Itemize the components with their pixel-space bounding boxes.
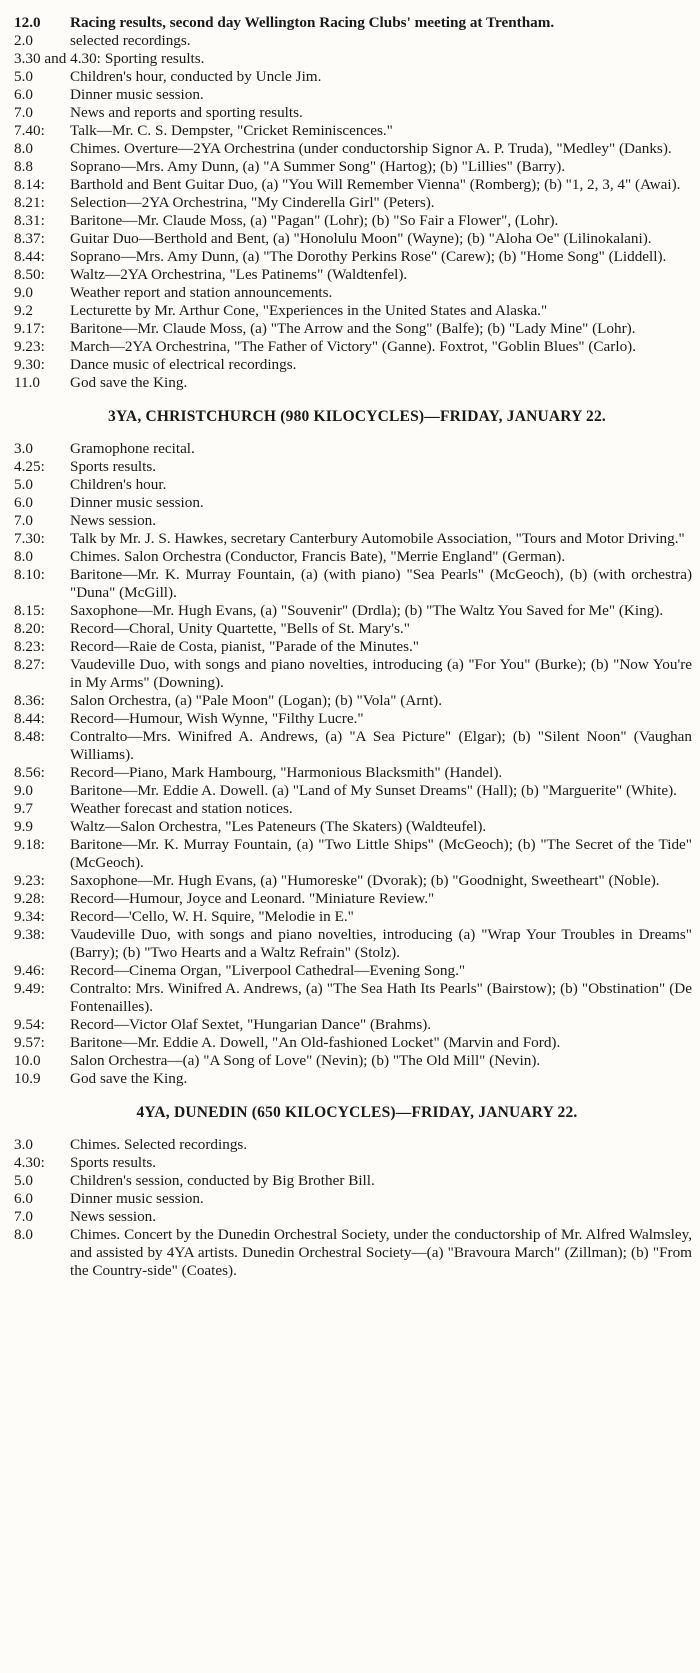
- entry-description: Children's hour.: [70, 476, 167, 493]
- entry-time: 8.15:: [14, 602, 45, 619]
- entry-description: News session.: [70, 1208, 157, 1225]
- programme-entry: [14, 1052, 692, 1070]
- entry-time: 8.27:: [14, 656, 45, 673]
- entry-description: Vaudeville Duo, with songs and piano novelties, introducing (a) "Wrap Your Troubles in Dreams" (Barry); (b) "Two Hearts and a Waltz Refrain" (Stolz).: [70, 926, 692, 961]
- programme-entry: [14, 458, 692, 476]
- entry-time: 9.49:: [14, 980, 45, 997]
- entry-time: 8.44:: [14, 248, 45, 265]
- entry-time: 11.0: [14, 374, 41, 391]
- section-3ya-programme: [0, 440, 700, 1088]
- programme-entry: [14, 962, 692, 980]
- programme-entry: [14, 50, 692, 68]
- entry-description: Talk—Mr. C. S. Dempster, "Cricket Reminiscences.": [70, 122, 393, 139]
- programme-entry: [14, 1172, 692, 1190]
- entry-description: Record—'Cello, W. H. Squire, "Melodie in E.": [70, 908, 354, 925]
- programme-entry: [14, 800, 692, 818]
- entry-time: 10.0: [14, 1052, 41, 1069]
- programme-entry: [14, 284, 692, 302]
- entry-description: Sports results.: [70, 1154, 157, 1171]
- programme-entry: [14, 140, 692, 158]
- entry-time: 9.0: [14, 284, 33, 301]
- entry-time: 6.0: [14, 86, 33, 103]
- programme-entry: [14, 980, 692, 1016]
- entry-description: Contralto—Mrs. Winifred A. Andrews, (a) "A Sea Picture" (Elgar); (b) "Silent Noon" (Vaughan Williams).: [70, 728, 692, 763]
- programme-entry: [14, 566, 692, 602]
- entry-time: 6.0: [14, 494, 33, 511]
- entry-time: 9.17:: [14, 320, 45, 337]
- entry-time: 4.25:: [14, 458, 45, 475]
- programme-entry: [14, 602, 692, 620]
- entry-time: 9.28:: [14, 890, 45, 907]
- programme-entry: [14, 1208, 692, 1226]
- entry-description: Chimes. Salon Orchestra (Conductor, Francis Bate), "Merrie England" (German).: [70, 548, 566, 565]
- programme-entry: [14, 248, 692, 266]
- entry-time: 7.40:: [14, 122, 45, 139]
- programme-entry: [14, 86, 692, 104]
- entry-description: Chimes. Selected recordings.: [70, 1136, 248, 1153]
- entry-time: 9.0: [14, 782, 33, 799]
- entry-time: 5.0: [14, 476, 33, 493]
- entry-description: Vaudeville Duo, with songs and piano novelties, introducing (a) "For You" (Burke); (b) "Now You're in My Arms" (Downing).: [70, 656, 692, 691]
- entry-time: 8.48:: [14, 728, 45, 745]
- entry-description: Waltz—Salon Orchestra, "Les Pateneurs (The Skaters) (Waldteufel).: [70, 818, 487, 835]
- programme-entry: [14, 782, 692, 800]
- programme-entry: [14, 230, 692, 248]
- entry-description: God save the King.: [70, 374, 188, 391]
- programme-entry: [14, 620, 692, 638]
- programme-entry: [14, 926, 692, 962]
- entry-time: 8.56:: [14, 764, 45, 781]
- entry-time: 8.50:: [14, 266, 45, 283]
- entry-description: Record—Humour, Joyce and Leonard. "Miniature Review.": [70, 890, 435, 907]
- programme-entry: [14, 1136, 692, 1154]
- entry-time: 9.7: [14, 800, 33, 817]
- entry-description: Dinner music session.: [70, 1190, 204, 1207]
- entry-time: 8.44:: [14, 710, 45, 727]
- programme-entry: [14, 710, 692, 728]
- programme-entry: [14, 266, 692, 284]
- programme-entry: [14, 320, 692, 338]
- section-4ya-programme: [0, 1136, 700, 1280]
- entry-description: News session.: [70, 512, 157, 529]
- entry-description: Guitar Duo—Berthold and Bent, (a) "Honolulu Moon" (Wayne); (b) "Aloha Oe" (Lilinokalani).: [70, 230, 652, 247]
- programme-entry: [14, 638, 692, 656]
- entry-description: Selection—2YA Orchestrina, "My Cinderella Girl" (Peters).: [70, 194, 435, 211]
- entry-description: God save the King.: [70, 1070, 188, 1087]
- programme-entry: [14, 302, 692, 320]
- programme-entry: [14, 194, 692, 212]
- entry-time: 8.8: [14, 158, 33, 175]
- entry-description: Lecturette by Mr. Arthur Cone, "Experiences in the United States and Alaska.": [70, 302, 548, 319]
- entry-description: Chimes. Concert by the Dunedin Orchestral Society, under the conductorship of Mr. Alfred Walmsley, and assisted by 4YA artists. Dunedin Orchestral Society—(a) "Bravoura March" (Zillman); (b) "From the Country-side" (Coates).: [70, 1226, 692, 1279]
- entry-description: Baritone—Mr. K. Murray Fountain, (a) (with piano) "Sea Pearls" (McGeoch), (b) (with orchestra) "Duna" (McGill).: [70, 566, 692, 601]
- programme-entry: [14, 530, 692, 548]
- entry-description: Weather forecast and station notices.: [70, 800, 293, 817]
- entry-time: 2.0: [14, 32, 33, 49]
- entry-description: Record—Victor Olaf Sextet, "Hungarian Dance" (Brahms).: [70, 1016, 432, 1033]
- entry-time: 5.0: [14, 68, 33, 85]
- entry-time: 4.30:: [14, 1154, 45, 1171]
- programme-entry: [14, 1070, 692, 1088]
- entry-time: 9.9: [14, 818, 33, 835]
- programme-entry: [14, 122, 692, 140]
- entry-time: 8.20:: [14, 620, 45, 637]
- entry-description: Saxophone—Mr. Hugh Evans, (a) "Humoreske" (Dvorak); (b) "Goodnight, Sweetheart" (Noble).: [70, 872, 660, 889]
- programme-entry: [14, 656, 692, 692]
- entry-description: Soprano—Mrs. Amy Dunn, (a) "The Dorothy Perkins Rose" (Carew); (b) "Home Song" (Liddell).: [70, 248, 667, 265]
- entry-description: Baritone—Mr. Eddie A. Dowell, "An Old-fashioned Locket" (Marvin and Ford).: [70, 1034, 561, 1051]
- entry-time: 7.30:: [14, 530, 45, 547]
- entry-description: Racing results, second day Wellington Racing Clubs' meeting at Trentham.: [70, 14, 555, 31]
- programme-entry: [14, 494, 692, 512]
- entry-description: Gramophone recital.: [70, 440, 195, 457]
- entry-time: 8.36:: [14, 692, 45, 709]
- entry-description: Record—Cinema Organ, "Liverpool Cathedral—Evening Song.": [70, 962, 466, 979]
- entry-description: Contralto: Mrs. Winifred A. Andrews, (a) "The Sea Hath Its Pearls" (Bairstow); (b) "Obstination" (De Fontenailles).: [70, 980, 692, 1015]
- entry-description: Chimes. Overture—2YA Orchestrina (under conductorship Signor A. P. Truda), "Medley" (Danks).: [70, 140, 672, 157]
- programme-entry: [14, 890, 692, 908]
- entry-description: Barthold and Bent Guitar Duo, (a) "You Will Remember Vienna" (Romberg); (b) "1, 2, 3, 4" (Awai).: [70, 176, 681, 193]
- programme-entry: [14, 440, 692, 458]
- programme-entry: [14, 374, 692, 392]
- programme-entry: [14, 476, 692, 494]
- entry-time: 8.0: [14, 140, 33, 157]
- entry-time: 8.21:: [14, 194, 45, 211]
- programme-entry: [14, 512, 692, 530]
- programme-entry: [14, 548, 692, 566]
- entry-description: Waltz—2YA Orchestrina, "Les Patinems" (Waldtenfel).: [70, 266, 408, 283]
- entry-time: 8.0: [14, 1226, 33, 1243]
- entry-description: Baritone—Mr. K. Murray Fountain, (a) "Two Little Ships" (McGeoch); (b) "The Secret of the Tide" (McGeoch).: [70, 836, 692, 871]
- programme-entry: [14, 14, 692, 32]
- programme-entry: [14, 1034, 692, 1052]
- entry-time: 8.10:: [14, 566, 45, 583]
- entry-time: 9.46:: [14, 962, 45, 979]
- entry-description: Salon Orchestra, (a) "Pale Moon" (Logan); (b) "Vola" (Arnt).: [70, 692, 443, 709]
- entry-time: 9.38:: [14, 926, 45, 943]
- entry-description: Sporting results.: [104, 50, 205, 67]
- entry-description: Record—Humour, Wish Wynne, "Filthy Lucre.": [70, 710, 364, 727]
- entry-time: 9.2: [14, 302, 33, 319]
- programme-entry: [14, 908, 692, 926]
- programme-entry: [14, 212, 692, 230]
- programme-entry: [14, 356, 692, 374]
- entry-time: 8.23:: [14, 638, 45, 655]
- entry-description: Baritone—Mr. Eddie A. Dowell. (a) "Land of My Sunset Dreams" (Hall); (b) "Marguerite" (White).: [70, 782, 677, 799]
- programme-entry: [14, 728, 692, 764]
- entry-time: 7.0: [14, 1208, 33, 1225]
- programme-entry: [14, 338, 692, 356]
- programme-entry: [14, 158, 692, 176]
- entry-description: Weather report and station announcements.: [70, 284, 333, 301]
- entry-description: Record—Raie de Costa, pianist, "Parade of the Minutes.": [70, 638, 419, 655]
- entry-time: 9.30:: [14, 356, 45, 373]
- entry-description: Soprano—Mrs. Amy Dunn, (a) "A Summer Song" (Hartog); (b) "Lillies" (Barry).: [70, 158, 566, 175]
- programme-entry: [14, 32, 692, 50]
- entry-description: Children's session, conducted by Big Brother Bill.: [70, 1172, 375, 1189]
- programme-entry: [14, 68, 692, 86]
- section-2ya-programme: [0, 0, 700, 392]
- entry-time: 6.0: [14, 1190, 33, 1207]
- entry-description: March—2YA Orchestrina, "The Father of Victory" (Ganne). Foxtrot, "Goblin Blues" (Carlo).: [70, 338, 637, 355]
- entry-description: Talk by Mr. J. S. Hawkes, secretary Canterbury Automobile Association, "Tours and Motor Driving.": [70, 530, 685, 547]
- entry-description: Children's hour, conducted by Uncle Jim.: [70, 68, 322, 85]
- entry-description: Sports results.: [70, 458, 157, 475]
- entry-time: 9.23:: [14, 872, 45, 889]
- entry-time: 3.0: [14, 440, 33, 457]
- entry-description: Dinner music session.: [70, 86, 204, 103]
- entry-time: 8.31:: [14, 212, 45, 229]
- entry-time: 3.0: [14, 1136, 33, 1153]
- entry-description: Dance music of electrical recordings.: [70, 356, 297, 373]
- entry-description: Record—Choral, Unity Quartette, "Bells of St. Mary's.": [70, 620, 410, 637]
- programme-entry: [14, 692, 692, 710]
- programme-entry: [14, 1016, 692, 1034]
- programme-entry: [14, 818, 692, 836]
- entry-description: Saxophone—Mr. Hugh Evans, (a) "Souvenir" (Drdla); (b) "The Waltz You Saved for Me" (King).: [70, 602, 664, 619]
- section-heading-3ya: 3YA, CHRISTCHURCH (980 KILOCYCLES)—FRIDAY, JANUARY 22.: [108, 408, 606, 425]
- entry-description: Salon Orchestra—(a) "A Song of Love" (Nevin); (b) "The Old Mill" (Nevin).: [70, 1052, 541, 1069]
- entry-time: 7.0: [14, 104, 33, 121]
- entry-time: 8.0: [14, 548, 33, 565]
- programme-entry: [14, 104, 692, 122]
- entry-time: 10.9: [14, 1070, 41, 1087]
- programme-entry: [14, 1154, 692, 1172]
- entry-description: Baritone—Mr. Claude Moss, (a) "The Arrow and the Song" (Balfe); (b) "Lady Mine" (Lohr).: [70, 320, 636, 337]
- entry-time: 5.0: [14, 1172, 33, 1189]
- entry-time: 9.57:: [14, 1034, 45, 1051]
- entry-time: 3.30 and 4.30:: [14, 50, 101, 67]
- entry-time: 8.37:: [14, 230, 45, 247]
- programme-entry: [14, 836, 692, 872]
- entry-description: Dinner music session.: [70, 494, 204, 511]
- entry-description: selected recordings.: [70, 32, 191, 49]
- entry-time: 8.14:: [14, 176, 45, 193]
- section-heading-4ya: 4YA, DUNEDIN (650 KILOCYCLES)—FRIDAY, JANUARY 22.: [136, 1104, 578, 1121]
- entry-description: News and reports and sporting results.: [70, 104, 303, 121]
- entry-time: 7.0: [14, 512, 33, 529]
- programme-entry: [14, 1190, 692, 1208]
- programme-entry: [14, 176, 692, 194]
- programme-entry: [14, 872, 692, 890]
- entry-time: 9.18:: [14, 836, 45, 853]
- entry-time: 9.34:: [14, 908, 45, 925]
- programme-entry: [14, 1226, 692, 1280]
- entry-time: 9.23:: [14, 338, 45, 355]
- programme-entry: [14, 764, 692, 782]
- entry-description: Baritone—Mr. Claude Moss, (a) "Pagan" (Lohr); (b) "So Fair a Flower", (Lohr).: [70, 212, 559, 229]
- entry-time: 12.0: [14, 14, 41, 31]
- entry-description: Record—Piano, Mark Hambourg, "Harmonious Blacksmith" (Handel).: [70, 764, 503, 781]
- entry-time: 9.54:: [14, 1016, 45, 1033]
